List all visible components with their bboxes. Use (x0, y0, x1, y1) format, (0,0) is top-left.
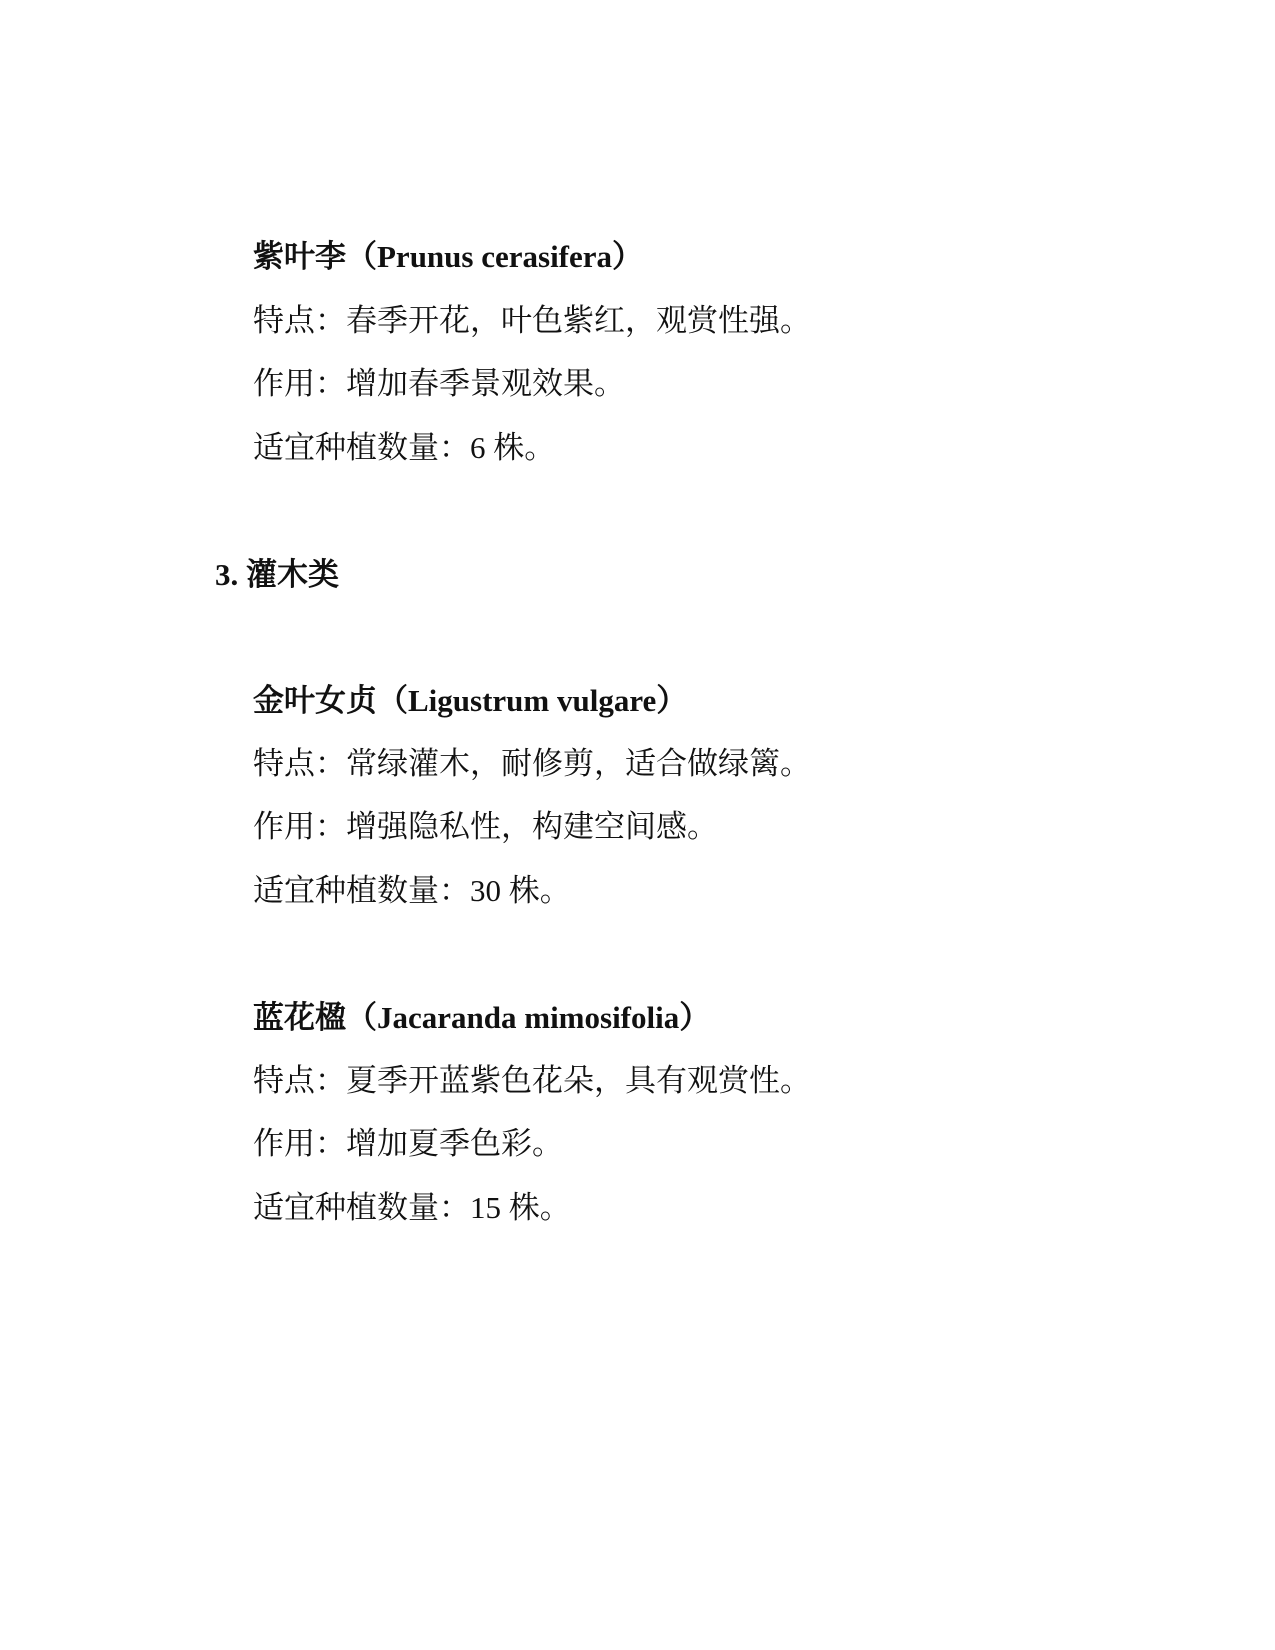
plant-title-prunus: 紫叶李（Prunus cerasifera） (253, 239, 644, 274)
plant-title-ligustrum: 金叶女贞（Ligustrum vulgare） (253, 683, 688, 718)
plant-feature-ligustrum: 特点：常绿灌木，耐修剪，适合做绿篱。 (253, 746, 811, 781)
section-heading-shrubs: 3. 灌木类 (215, 557, 339, 592)
plant-quantity-ligustrum: 适宜种植数量：30 株。 (253, 873, 571, 908)
plant-feature-prunus: 特点：春季开花，叶色紫红，观赏性强。 (253, 303, 811, 338)
plant-quantity-prunus: 适宜种植数量：6 株。 (253, 430, 556, 465)
plant-function-prunus: 作用：增加春季景观效果。 (253, 366, 625, 401)
plant-title-jacaranda: 蓝花楹（Jacaranda mimosifolia） (253, 1000, 711, 1035)
plant-feature-jacaranda: 特点：夏季开蓝紫色花朵，具有观赏性。 (253, 1063, 811, 1098)
plant-quantity-jacaranda: 适宜种植数量：15 株。 (253, 1190, 571, 1225)
plant-function-jacaranda: 作用：增加夏季色彩。 (253, 1126, 563, 1161)
plant-function-ligustrum: 作用：增强隐私性，构建空间感。 (253, 809, 718, 844)
